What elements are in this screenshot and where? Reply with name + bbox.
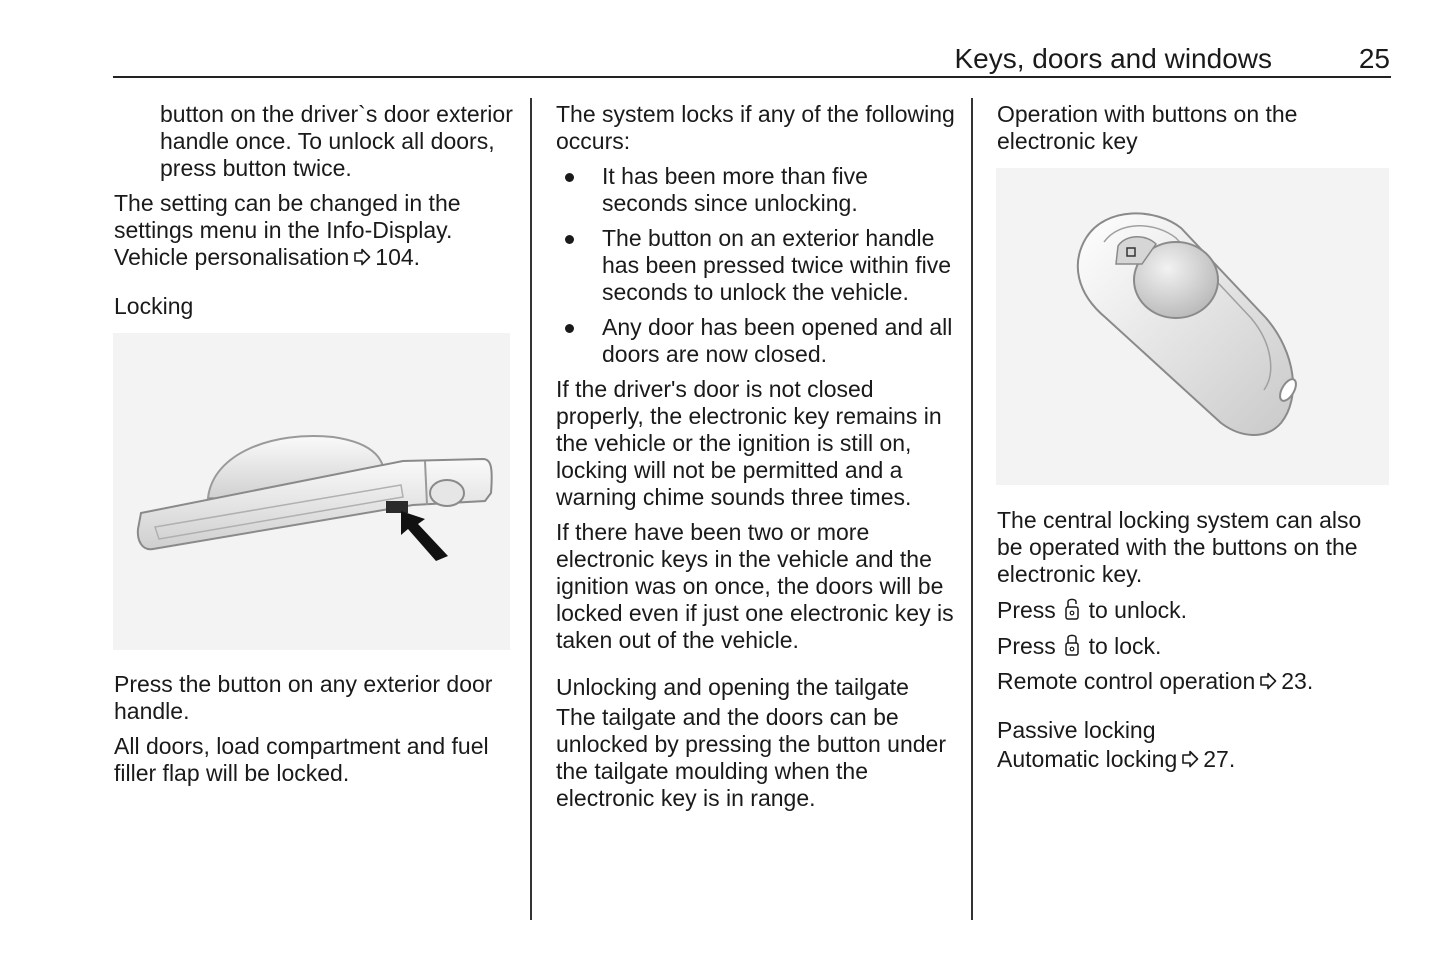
press-lock-line xyxy=(997,632,1392,660)
column-3 xyxy=(997,101,1392,155)
continued-paragraph: button on the driver`s door exterior handle once. To unlock all doors, press button twice. xyxy=(160,101,513,181)
lock-icon xyxy=(1064,632,1080,658)
remote-control-text: Remote control operation xyxy=(997,668,1256,694)
page-reference-icon xyxy=(1181,750,1199,768)
settings-page-ref[interactable]: 104. xyxy=(375,244,421,270)
lock-condition-item xyxy=(556,225,956,306)
remote-control-paragraph xyxy=(997,668,1392,695)
automatic-locking-text: Automatic locking xyxy=(997,746,1178,772)
column-divider-2 xyxy=(971,98,973,920)
locked-items-paragraph: All doors, load compartment and fuel filler flap will be locked. xyxy=(114,733,489,786)
remote-page-ref[interactable]: 23. xyxy=(1281,668,1314,694)
lock-conditions-list xyxy=(556,163,956,368)
press-button-paragraph: Press the button on any exterior door handle. xyxy=(114,671,493,724)
bullet-icon xyxy=(565,235,574,244)
lock-condition-text: The button on an exterior handle has been pressed twice within five seconds to unlock the vehicle. xyxy=(602,225,952,305)
lock-condition-item xyxy=(556,314,956,368)
press-word: Press xyxy=(997,597,1056,623)
electronic-key-illustration xyxy=(996,168,1389,485)
lock-condition-item xyxy=(556,163,956,217)
press-word: Press xyxy=(997,633,1056,659)
unlock-icon xyxy=(1064,596,1080,622)
lock-condition-text: Any door has been opened and all doors are now closed. xyxy=(602,314,953,367)
locking-heading: Locking xyxy=(114,293,194,319)
electronic-key-drawing xyxy=(996,168,1389,485)
automatic-locking-paragraph xyxy=(997,746,1392,773)
page-header-title: Keys, doors and windows xyxy=(954,43,1272,74)
tailgate-paragraph: The tailgate and the doors can be unlocked by pressing the button under the tailgate moulding when the electronic key is in range. xyxy=(556,704,946,811)
tailgate-heading: Unlocking and opening the tailgate xyxy=(556,674,909,700)
column-1-lower xyxy=(114,671,514,795)
door-handle-illustration xyxy=(113,333,510,650)
settings-paragraph xyxy=(114,190,514,271)
page-number: 25 xyxy=(1358,43,1390,74)
lock-condition-text: It has been more than five seconds since unlocking. xyxy=(602,163,868,216)
driver-door-paragraph: If the driver's door is not closed properly, the electronic key remains in the vehicle or the ignition is still on, locking will not be permitted and a warning chime sounds three times. xyxy=(556,376,942,510)
passive-locking-heading: Passive locking xyxy=(997,717,1156,743)
door-handle-drawing xyxy=(113,333,510,650)
bullet-icon xyxy=(565,324,574,333)
column-1 xyxy=(114,101,514,320)
page-reference-icon xyxy=(1259,672,1277,690)
settings-text: The setting can be changed in the settings menu in the Info-Display. Vehicle personalisation xyxy=(114,190,461,270)
column-2 xyxy=(556,101,956,820)
column-divider-1 xyxy=(530,98,532,920)
header-rule xyxy=(113,76,1391,78)
column-3-lower xyxy=(997,507,1392,781)
page-reference-icon xyxy=(353,248,371,266)
unlock-suffix: to unlock. xyxy=(1088,597,1188,623)
two-keys-paragraph: If there have been two or more electronic keys in the vehicle and the ignition was on once, the doors will be locked even if just one electronic key is taken out of the vehicle. xyxy=(556,519,954,653)
key-buttons-heading: Operation with buttons on the electronic key xyxy=(997,101,1298,154)
automatic-page-ref[interactable]: 27. xyxy=(1203,746,1236,772)
central-locking-paragraph: The central locking system can also be operated with the buttons on the electronic key. xyxy=(997,507,1362,587)
lock-suffix: to lock. xyxy=(1088,633,1162,659)
handle-button xyxy=(386,501,408,513)
bullet-icon xyxy=(565,173,574,182)
system-locks-intro: The system locks if any of the following occurs: xyxy=(556,101,955,154)
press-unlock-line xyxy=(997,596,1392,624)
